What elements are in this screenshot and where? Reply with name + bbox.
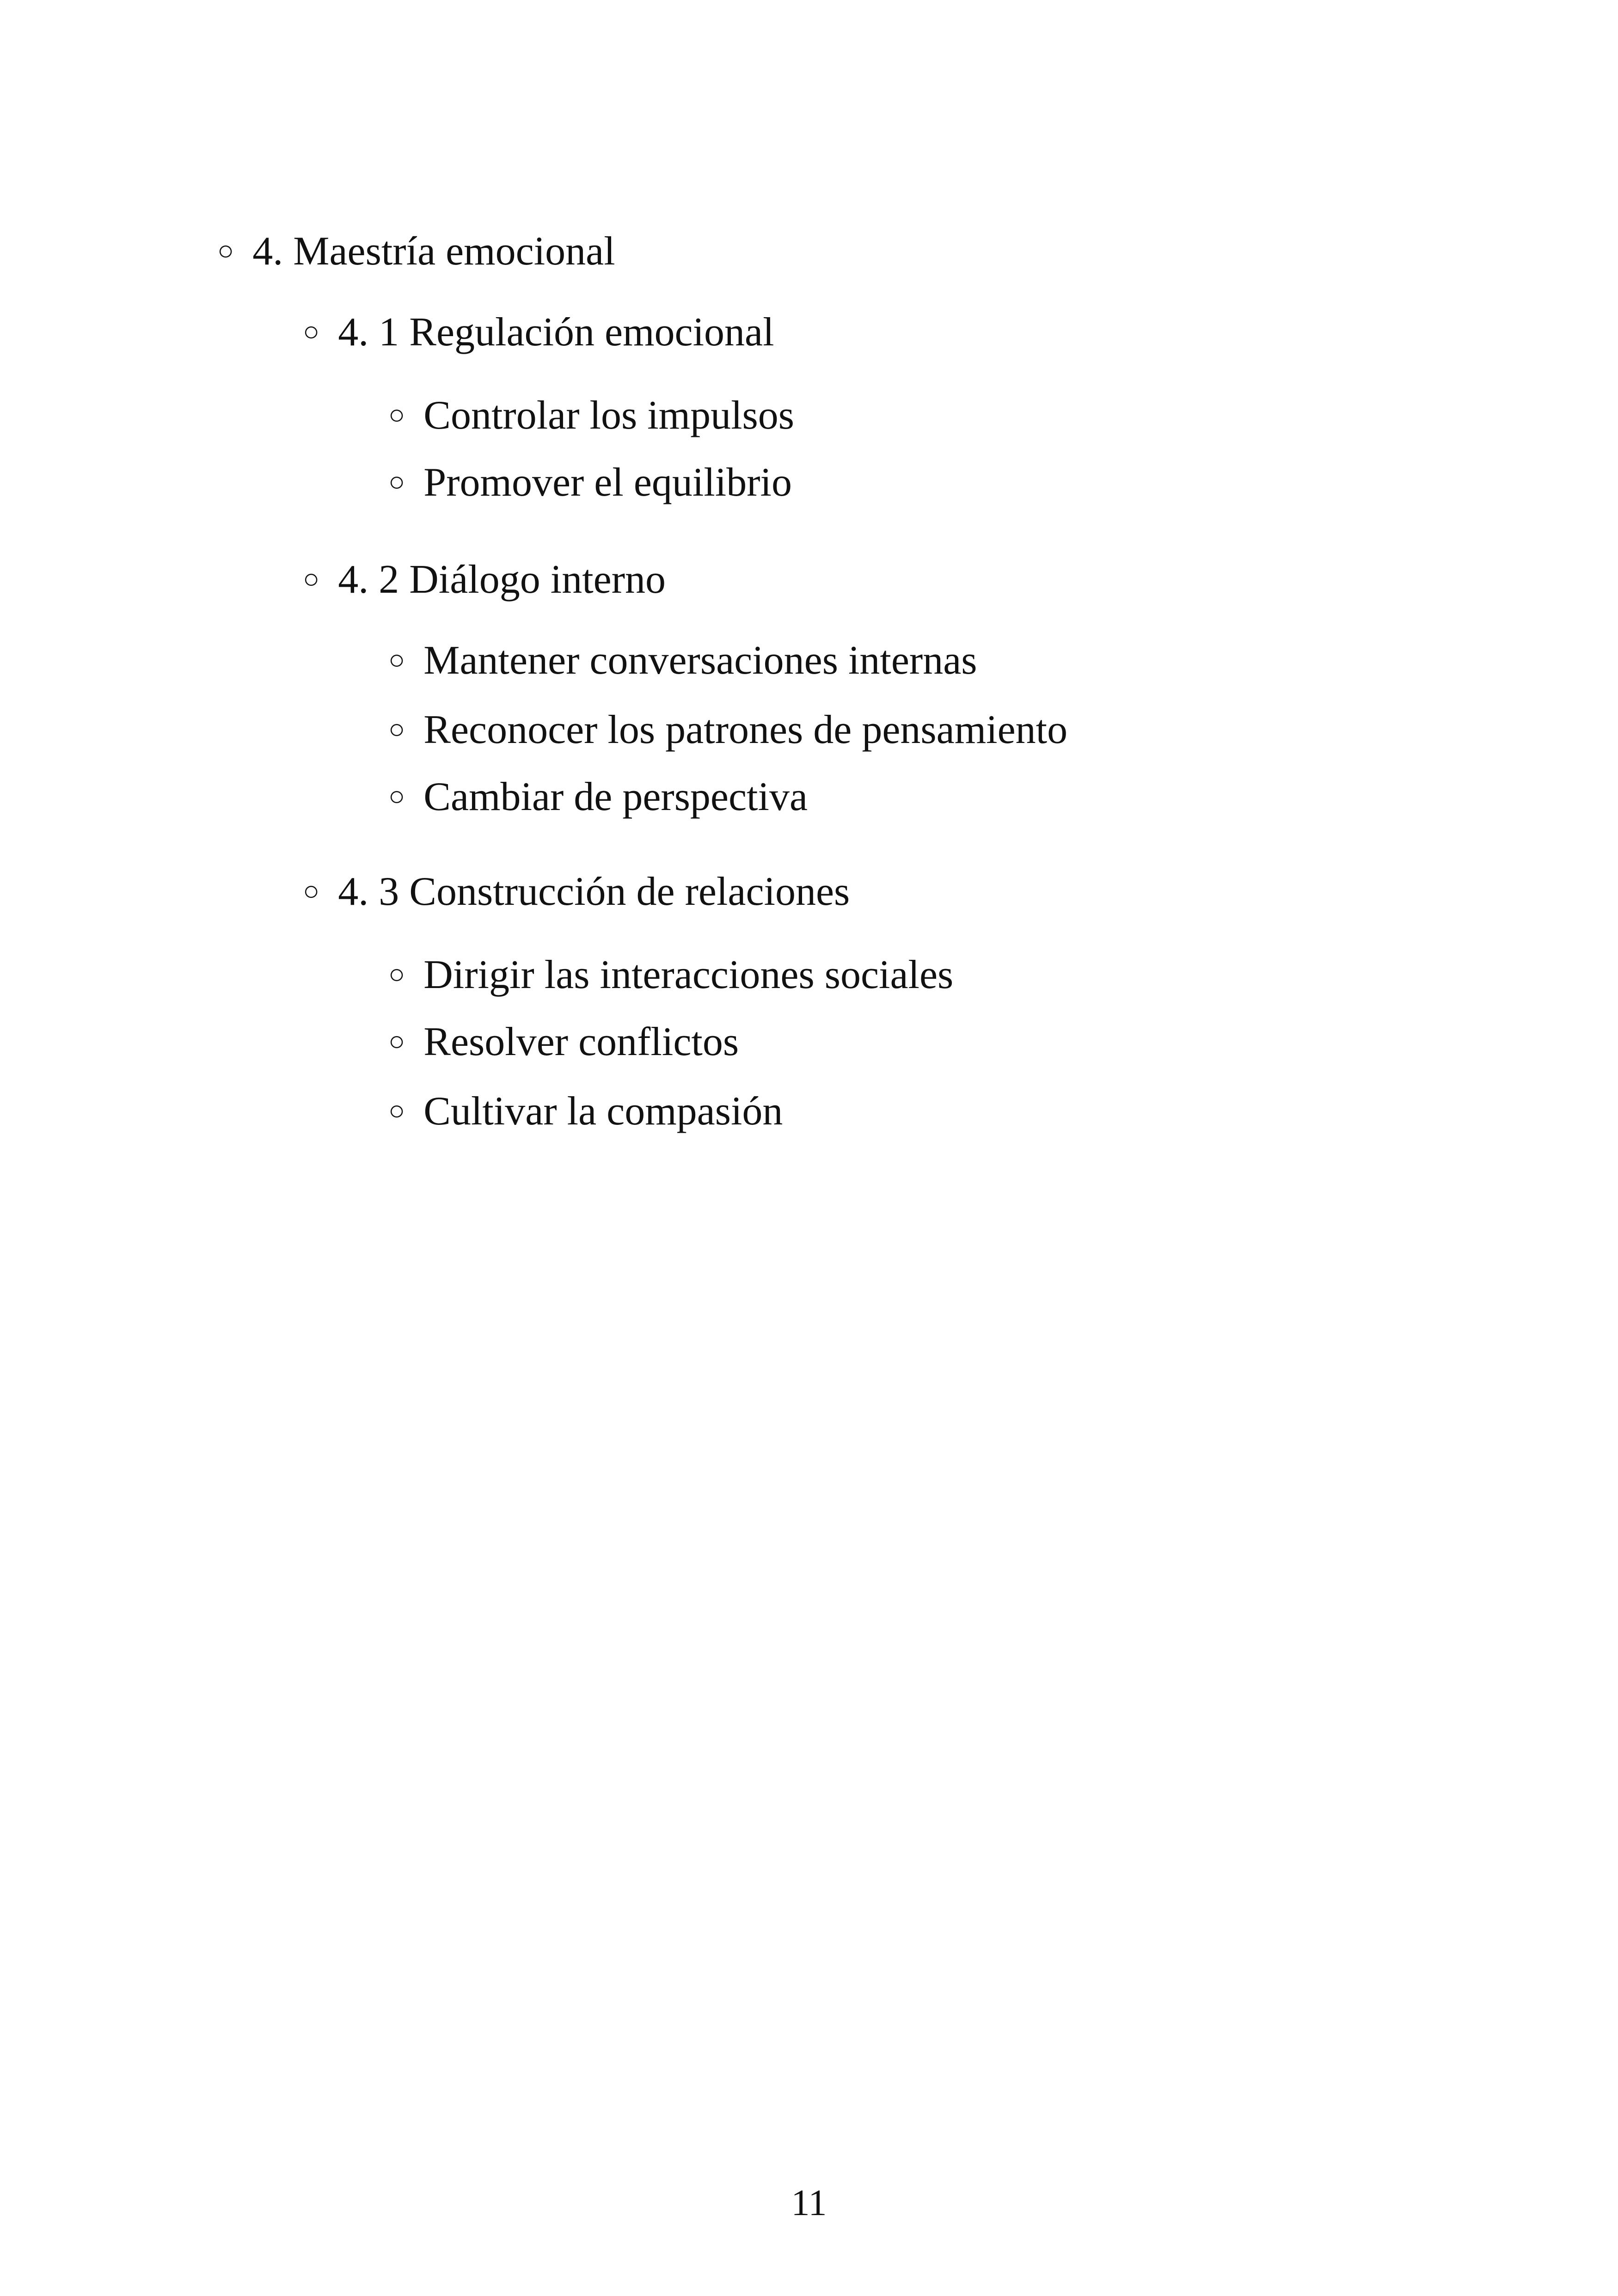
subsection-label: 4. 1 Regulación emocional — [338, 310, 774, 355]
hollow-circle-bullet-icon: ○ — [388, 466, 405, 497]
hollow-circle-bullet-icon: ○ — [388, 1025, 405, 1056]
outline-subsection — [303, 869, 850, 914]
outline-list-item — [388, 952, 954, 997]
page-number: 11 — [791, 2183, 827, 2223]
outline-list-item — [388, 462, 792, 503]
outline-list-item — [388, 640, 977, 681]
section-label: 4. Maestría emocional — [252, 229, 615, 274]
list-item-label: Cambiar de perspectiva — [423, 774, 808, 819]
hollow-circle-bullet-icon: ○ — [388, 713, 405, 744]
hollow-circle-bullet-icon: ○ — [388, 644, 405, 675]
hollow-circle-bullet-icon: ○ — [303, 563, 320, 594]
hollow-circle-bullet-icon: ○ — [303, 316, 320, 347]
list-item-label: Mantener conversaciones internas — [423, 638, 977, 683]
hollow-circle-bullet-icon: ○ — [217, 235, 234, 266]
outline-list-item — [388, 395, 794, 436]
list-item-label: Reconocer los patrones de pensamiento — [423, 707, 1068, 752]
outline-subsection — [303, 312, 774, 353]
list-item-label: Resolver conflictos — [423, 1019, 739, 1064]
list-item-label: Cultivar la compasión — [423, 1089, 783, 1134]
outline-list-item — [388, 1091, 783, 1132]
hollow-circle-bullet-icon: ○ — [388, 1095, 405, 1126]
outline-list-item — [388, 707, 1068, 752]
subsection-label: 4. 2 Diálogo interno — [338, 557, 666, 602]
list-item-label: Promover el equilibrio — [423, 460, 792, 505]
list-item-label: Dirigir las interacciones sociales — [423, 952, 954, 997]
outline-list-item — [388, 774, 808, 819]
subsection-label: 4. 3 Construcción de relaciones — [338, 869, 850, 914]
hollow-circle-bullet-icon: ○ — [303, 875, 320, 906]
hollow-circle-bullet-icon: ○ — [388, 780, 405, 811]
hollow-circle-bullet-icon: ○ — [388, 958, 405, 989]
hollow-circle-bullet-icon: ○ — [388, 399, 405, 430]
outline-subsection — [303, 559, 666, 600]
outline-list-item — [388, 1019, 739, 1064]
list-item-label: Controlar los impulsos — [423, 393, 795, 438]
outline-section — [217, 231, 615, 272]
